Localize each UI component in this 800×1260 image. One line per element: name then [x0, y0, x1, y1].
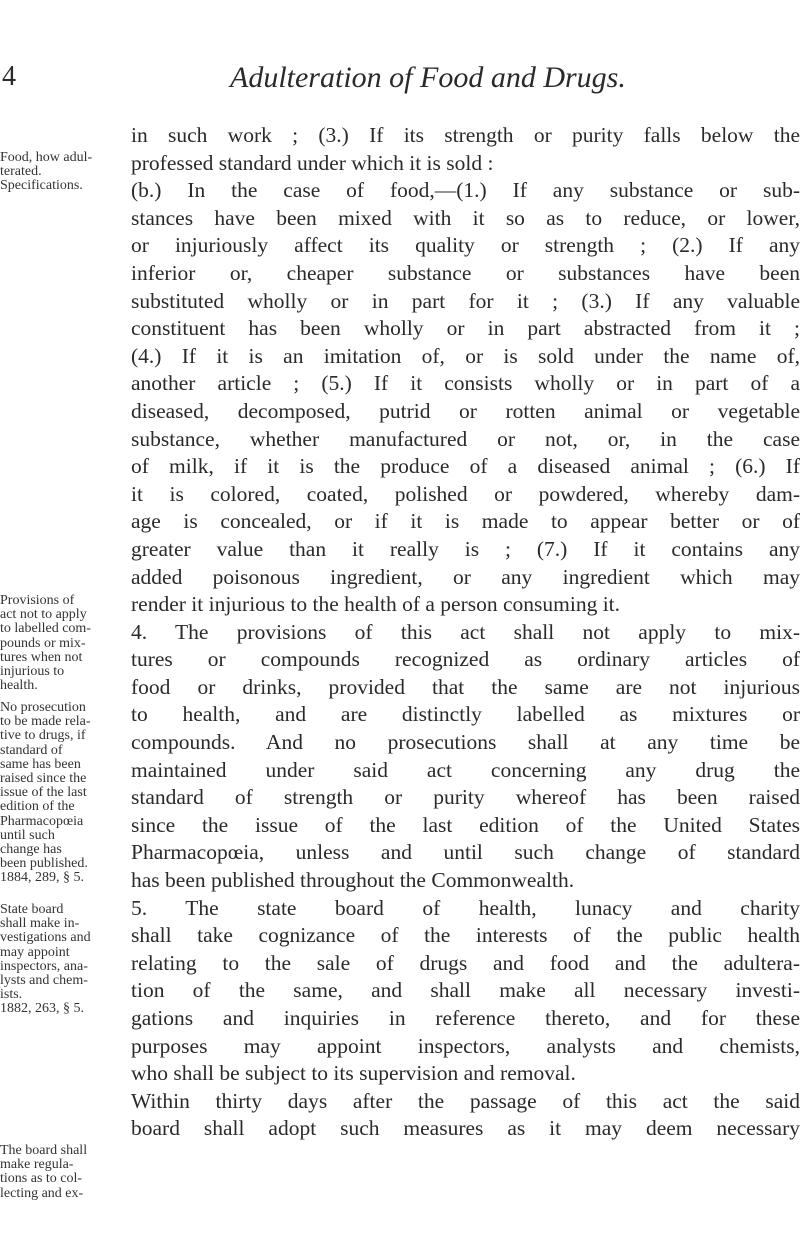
- body-line: age is concealed, or if it is made to appear better or of: [131, 509, 800, 534]
- margin-note-state-board: [0, 903, 122, 1017]
- margin-note-line: State board: [0, 902, 64, 917]
- page-number: 4: [2, 61, 16, 92]
- margin-note-no-prosecution: [0, 701, 122, 886]
- body-line: who shall be subject to its supervision and removal.: [131, 1061, 576, 1086]
- body-line: substituted wholly or in part for it ; (3.) If any valuable: [131, 288, 800, 313]
- margin-note-line: to labelled com-: [0, 621, 91, 637]
- body-line: 5. The state board of health, lunacy and charity: [131, 895, 800, 920]
- margin-note-line: may appoint: [0, 944, 70, 960]
- margin-note-line: 1882, 263, § 5.: [0, 1001, 84, 1017]
- body-line: tion of the same, and shall make all necessary investi-: [131, 978, 800, 1003]
- margin-note-line: edition of the: [0, 799, 75, 815]
- body-line: compounds. And no prosecutions shall at any time be: [131, 730, 800, 755]
- margin-note-line: tures when not: [0, 649, 83, 665]
- margin-note-line: make regula-: [0, 1157, 74, 1173]
- margin-note-line: lysts and chem-: [0, 973, 88, 989]
- body-line: relating to the sale of drugs and food and the adultera-: [131, 950, 800, 975]
- body-line: tures or compounds recognized as ordinary articles of: [131, 647, 800, 672]
- margin-note-line: inspectors, ana-: [0, 958, 88, 974]
- margin-note-line: tive to drugs, if: [0, 728, 86, 744]
- margin-note-line: change has: [0, 842, 62, 858]
- body-line: it is colored, coated, polished or powdered, whereby dam-: [131, 481, 800, 506]
- margin-note-line: No prosecution: [0, 700, 86, 715]
- body-line: gations and inquiries in reference thereto, and for these: [131, 1006, 800, 1030]
- margin-note-line: vestigations and: [0, 930, 91, 946]
- margin-note-line: been published.: [0, 856, 88, 872]
- body-line: has been published throughout the Commonwealth.: [131, 868, 575, 893]
- body-line: constituent has been wholly or in part abstracted from it ;: [131, 316, 800, 341]
- body-line: 4. The provisions of this act shall not apply to mix-: [131, 619, 800, 644]
- margin-note-line: standard of: [0, 742, 63, 758]
- margin-note-line: until such: [0, 827, 55, 843]
- margin-note-line: Specifications.: [0, 178, 83, 194]
- body-line: standard of strength or purity whereof has been raised: [131, 785, 800, 810]
- margin-note-line: shall make in-: [0, 916, 80, 932]
- body-line: maintained under said act concerning any drug the: [131, 757, 800, 782]
- margin-note-line: tions as to col-: [0, 1171, 83, 1187]
- body-line: render it injurious to the health of a person consuming it.: [131, 592, 621, 617]
- margin-note-line: ists.: [0, 987, 23, 1003]
- body-line: Pharmacopœia, unless and until such change of standard: [131, 840, 800, 865]
- body-line: to health, and are distinctly labelled as mixtures or: [131, 702, 800, 727]
- body-line: in such work ; (3.) If its strength or purity falls below the: [131, 123, 800, 147]
- body-line: shall take cognizance of the interests of the public health: [131, 923, 800, 948]
- margin-note-line: Provisions of: [0, 593, 75, 608]
- margin-note-line: lecting and ex-: [0, 1185, 84, 1201]
- body-line: or injuriously affect its quality or strength ; (2.) If any: [131, 233, 800, 258]
- body-line: (4.) If it is an imitation of, or is sold under the name of,: [131, 343, 800, 368]
- body-line: Within thirty days after the passage of this act the said: [131, 1088, 800, 1113]
- body-line: substance, whether manufactured or not, or, in the case: [131, 426, 800, 451]
- body-line: inferior or, cheaper substance or substances have been: [131, 260, 800, 285]
- body-line: added poisonous ingredient, or any ingredient which may: [131, 564, 800, 589]
- margin-note-line: to be made rela-: [0, 714, 91, 730]
- margin-note-food-adulterated: [0, 151, 122, 194]
- margin-note-line: Food, how adul-: [0, 150, 93, 165]
- body-line: professed standard under which it is sold :: [131, 150, 494, 175]
- margin-note-line: health.: [0, 678, 38, 694]
- body-line: since the issue of the last edition of the United States: [131, 812, 800, 837]
- margin-note-board-regulations: [0, 1144, 122, 1201]
- body-line: (b.) In the case of food,—(1.) If any substance or sub-: [131, 178, 800, 203]
- margin-note-line: injurious to: [0, 664, 65, 680]
- margin-note-line: pounds or mix-: [0, 635, 86, 651]
- margin-note-line: same has been: [0, 756, 81, 772]
- body-line: purposes may appoint inspectors, analysts and chemists,: [131, 1033, 800, 1058]
- margin-note-line: The board shall: [0, 1143, 88, 1158]
- margin-note-line: act not to apply: [0, 607, 87, 623]
- body-line: diseased, decomposed, putrid or rotten animal or vegetable: [131, 398, 800, 423]
- body-line: of milk, if it is the produce of a diseased animal ; (6.) If: [131, 454, 800, 479]
- margin-note-provisions: [0, 594, 122, 693]
- margin-note-line: terated.: [0, 164, 42, 180]
- body-line: another article ; (5.) If it consists wholly or in part of a: [131, 371, 800, 396]
- body-line: board shall adopt such measures as it may deem necessary: [131, 1116, 800, 1141]
- body-text: [131, 122, 800, 1143]
- margin-note-line: Pharmacopœia: [0, 813, 84, 829]
- body-line: food or drinks, provided that the same are not injurious: [131, 674, 800, 699]
- body-line: stances have been mixed with it so as to reduce, or lower,: [131, 205, 800, 230]
- running-title: Adulteration of Food and Drugs.: [230, 61, 626, 94]
- body-line: greater value than it really is ; (7.) If it contains any: [131, 536, 800, 561]
- margin-note-line: raised since the: [0, 771, 87, 787]
- margin-note-line: 1884, 289, § 5.: [0, 870, 84, 886]
- margin-note-line: issue of the last: [0, 785, 87, 801]
